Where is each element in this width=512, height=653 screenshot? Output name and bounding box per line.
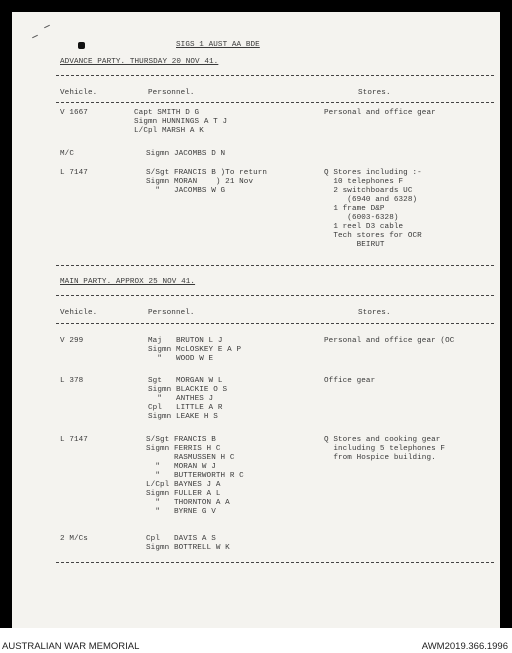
personnel-cell: Maj BRUTON L J Sigmn McLOSKEY E A P " WOOD W E xyxy=(148,337,242,363)
rule xyxy=(56,75,494,76)
rule xyxy=(56,295,494,296)
stores-cell: Personal and office gear (OC xyxy=(324,337,455,345)
stores-cell: Personal and office gear xyxy=(324,109,436,117)
vehicle-cell: L 378 xyxy=(60,377,84,385)
binder-hole-mark xyxy=(78,42,85,49)
vehicle-cell: V 1667 xyxy=(60,109,88,117)
vehicle-cell: M/C xyxy=(60,150,74,158)
vehicle-cell: V 299 xyxy=(60,337,84,345)
footer-bar xyxy=(0,628,512,653)
document-header: SIGS 1 AUST AA BDE xyxy=(176,41,260,49)
vehicle-cell: L 7147 xyxy=(60,169,88,177)
rule xyxy=(56,102,494,103)
rule xyxy=(56,265,494,266)
footer-accession-number: AWM2019.366.1996 xyxy=(421,641,508,652)
stores-cell: Q Stores and cooking gear including 5 telephones F from Hospice building. xyxy=(324,436,446,462)
personnel-cell: Sgt MORGAN W L Sigmn BLACKIE O S " ANTHES J Cpl LITTLE A R Sigmn LEAKE H S xyxy=(148,377,228,421)
stores-cell: Office gear xyxy=(324,377,376,385)
personnel-cell: Sigmn JACOMBS D N xyxy=(146,150,226,158)
personnel-cell: Cpl DAVIS A S Sigmn BOTTRELL W K xyxy=(146,535,230,552)
advance-party-title: ADVANCE PARTY. THURSDAY 20 NOV 41. xyxy=(60,58,219,66)
stores-cell: Q Stores including :- 10 telephones F 2 switchboards UC (6940 and 6328) 1 frame D&P (6003-6328) 1 reel D3 cable Tech stores for OCR BEIRUT xyxy=(324,169,422,249)
vehicle-cell: 2 M/Cs xyxy=(60,535,88,543)
rule xyxy=(56,323,494,324)
vehicle-cell: L 7147 xyxy=(60,436,88,444)
col-personnel-header: Personnel. xyxy=(148,309,195,317)
col-personnel-header: Personnel. xyxy=(148,89,195,97)
personnel-cell: S/Sgt FRANCIS B Sigmn FERRIS H C RASMUSSEN H C " MORAN W J " BUTTERWORTH R C L/Cpl BAYNES J A Sigmn FULLER A L " THORNTON A A " BYRNE G V xyxy=(146,436,244,516)
footer-source-label: AUSTRALIAN WAR MEMORIAL xyxy=(2,641,140,652)
personnel-cell: Capt SMITH D G Sigmn HUNNINGS A T J L/Cpl MARSH A K xyxy=(134,109,228,135)
col-vehicle-header: Vehicle. xyxy=(60,89,98,97)
col-stores-header: Stores. xyxy=(358,89,391,97)
col-vehicle-header: Vehicle. xyxy=(60,309,98,317)
main-party-title: MAIN PARTY. APPROX 25 NOV 41. xyxy=(60,278,196,286)
rule xyxy=(56,562,494,563)
personnel-cell: S/Sgt FRANCIS B )To return Sigmn MORAN ) 21 Nov " JACOMBS W G xyxy=(146,169,268,195)
col-stores-header: Stores. xyxy=(358,309,391,317)
